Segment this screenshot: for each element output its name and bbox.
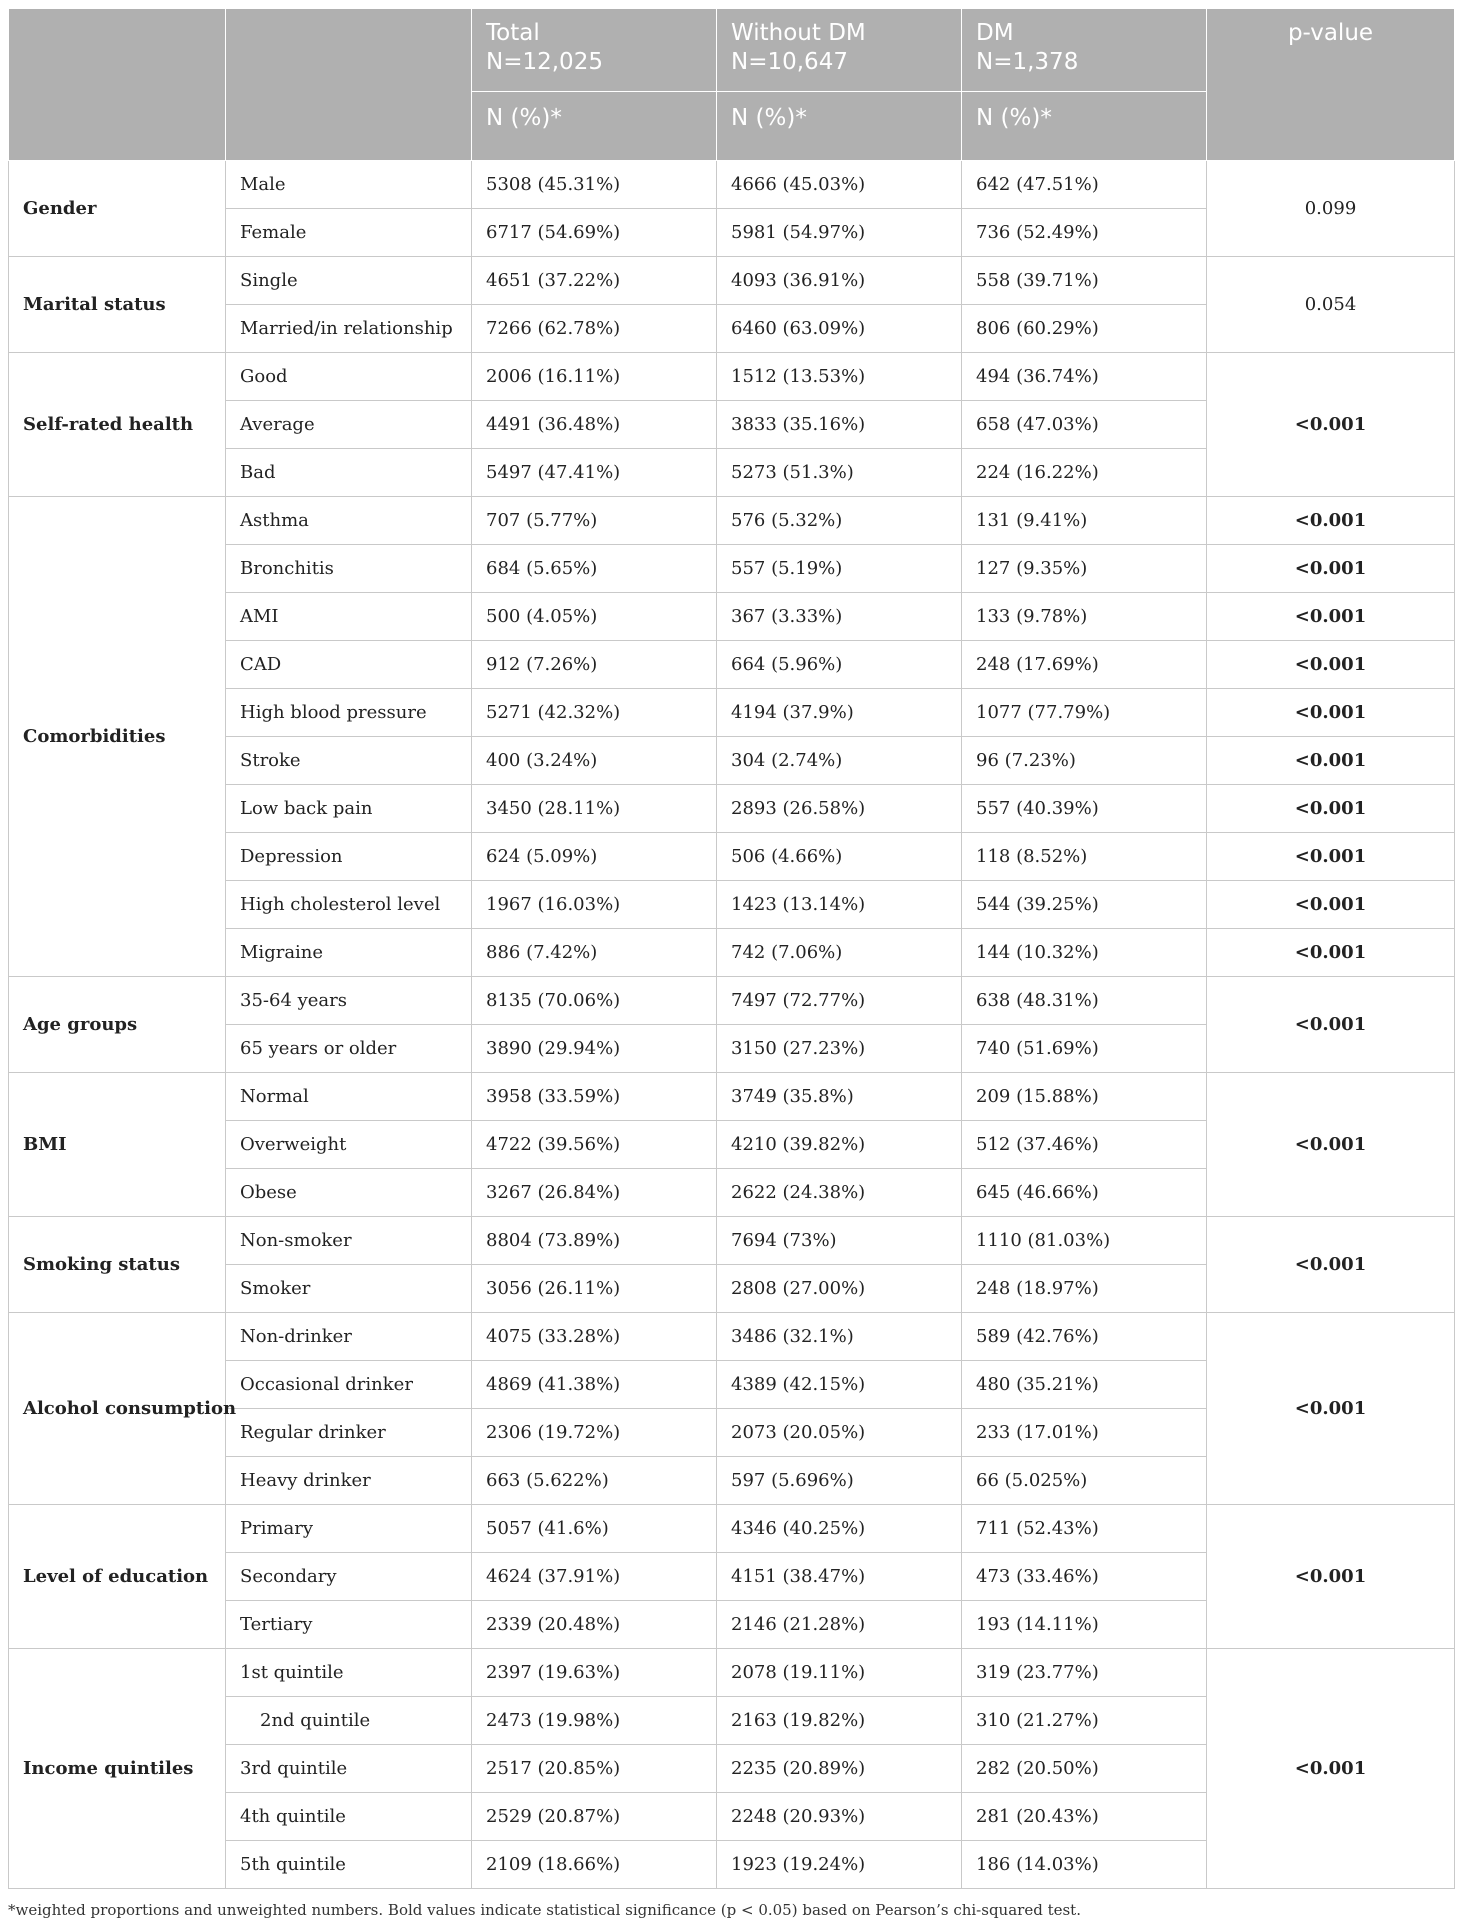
without-dm-value: 4389 (42.15%) bbox=[717, 1361, 962, 1409]
without-dm-value: 1512 (13.53%) bbox=[717, 353, 962, 401]
category-label: 2nd quintile bbox=[226, 1697, 472, 1745]
category-label: Secondary bbox=[226, 1553, 472, 1601]
category-label: Married/in relationship bbox=[226, 305, 472, 353]
total-value: 3056 (26.11%) bbox=[472, 1265, 717, 1313]
category-label: 65 years or older bbox=[226, 1025, 472, 1073]
category-label: 5th quintile bbox=[226, 1841, 472, 1889]
p-value: <0.001 bbox=[1207, 641, 1455, 689]
dm-value: 127 (9.35%) bbox=[962, 545, 1207, 593]
without-dm-value: 4194 (37.9%) bbox=[717, 689, 962, 737]
dm-value: 282 (20.50%) bbox=[962, 1745, 1207, 1793]
total-value: 707 (5.77%) bbox=[472, 497, 717, 545]
dm-value: 589 (42.76%) bbox=[962, 1313, 1207, 1361]
without-dm-value: 3749 (35.8%) bbox=[717, 1073, 962, 1121]
p-value: <0.001 bbox=[1207, 881, 1455, 929]
header-pvalue: p-value bbox=[1207, 9, 1455, 161]
category-label: Depression bbox=[226, 833, 472, 881]
footnote: *weighted proportions and unweighted numbers. Bold values indicate statistical significance (p < 0.05) based on Pearson’s chi-squared test. bbox=[8, 1901, 1081, 1919]
group-label: Income quintiles bbox=[9, 1649, 226, 1889]
table-row bbox=[9, 833, 1455, 881]
table-row bbox=[9, 497, 1455, 545]
category-label: High blood pressure bbox=[226, 689, 472, 737]
without-dm-value: 2808 (27.00%) bbox=[717, 1265, 962, 1313]
without-dm-value: 3150 (27.23%) bbox=[717, 1025, 962, 1073]
dm-value: 96 (7.23%) bbox=[962, 737, 1207, 785]
dm-value: 248 (18.97%) bbox=[962, 1265, 1207, 1313]
dm-value: 806 (60.29%) bbox=[962, 305, 1207, 353]
p-value: <0.001 bbox=[1207, 1217, 1455, 1313]
dm-value: 310 (21.27%) bbox=[962, 1697, 1207, 1745]
category-label: Good bbox=[226, 353, 472, 401]
total-value: 886 (7.42%) bbox=[472, 929, 717, 977]
total-value: 8804 (73.89%) bbox=[472, 1217, 717, 1265]
dm-value: 224 (16.22%) bbox=[962, 449, 1207, 497]
dm-value: 118 (8.52%) bbox=[962, 833, 1207, 881]
dm-value: 642 (47.51%) bbox=[962, 161, 1207, 209]
dm-value: 319 (23.77%) bbox=[962, 1649, 1207, 1697]
p-value: <0.001 bbox=[1207, 785, 1455, 833]
total-value: 7266 (62.78%) bbox=[472, 305, 717, 353]
total-value: 4722 (39.56%) bbox=[472, 1121, 717, 1169]
total-value: 4624 (37.91%) bbox=[472, 1553, 717, 1601]
without-dm-value: 6460 (63.09%) bbox=[717, 305, 962, 353]
total-value: 5271 (42.32%) bbox=[472, 689, 717, 737]
header-blank-1 bbox=[9, 9, 226, 161]
subheader-dm: N (%)* bbox=[962, 92, 1207, 161]
dm-value: 473 (33.46%) bbox=[962, 1553, 1207, 1601]
without-dm-value: 7694 (73%) bbox=[717, 1217, 962, 1265]
table-row bbox=[9, 161, 1455, 209]
category-label: Smoker bbox=[226, 1265, 472, 1313]
table-row bbox=[9, 929, 1455, 977]
total-value: 4075 (33.28%) bbox=[472, 1313, 717, 1361]
category-label: Low back pain bbox=[226, 785, 472, 833]
dm-value: 133 (9.78%) bbox=[962, 593, 1207, 641]
header-without-dm bbox=[717, 9, 962, 92]
p-value: <0.001 bbox=[1207, 977, 1455, 1073]
category-label: 4th quintile bbox=[226, 1793, 472, 1841]
category-label: Bad bbox=[226, 449, 472, 497]
without-dm-value: 2893 (26.58%) bbox=[717, 785, 962, 833]
dm-value: 1077 (77.79%) bbox=[962, 689, 1207, 737]
dm-value: 131 (9.41%) bbox=[962, 497, 1207, 545]
category-label: Average bbox=[226, 401, 472, 449]
header-without-dm-n: N=10,647 bbox=[731, 49, 848, 75]
group-label: Alcohol consumption bbox=[9, 1313, 226, 1505]
table-row bbox=[9, 977, 1455, 1025]
table-row bbox=[9, 1505, 1455, 1553]
total-value: 2306 (19.72%) bbox=[472, 1409, 717, 1457]
total-value: 6717 (54.69%) bbox=[472, 209, 717, 257]
header-total bbox=[472, 9, 717, 92]
category-label: Obese bbox=[226, 1169, 472, 1217]
without-dm-value: 2163 (19.82%) bbox=[717, 1697, 962, 1745]
category-label: 3rd quintile bbox=[226, 1745, 472, 1793]
subheader-total: N (%)* bbox=[472, 92, 717, 161]
category-label: Female bbox=[226, 209, 472, 257]
category-label: CAD bbox=[226, 641, 472, 689]
without-dm-value: 5981 (54.97%) bbox=[717, 209, 962, 257]
group-label: BMI bbox=[9, 1073, 226, 1217]
category-label: 35-64 years bbox=[226, 977, 472, 1025]
table-container bbox=[8, 8, 1454, 1919]
without-dm-value: 2146 (21.28%) bbox=[717, 1601, 962, 1649]
dm-value: 638 (48.31%) bbox=[962, 977, 1207, 1025]
dm-value: 557 (40.39%) bbox=[962, 785, 1207, 833]
p-value: <0.001 bbox=[1207, 353, 1455, 497]
without-dm-value: 2078 (19.11%) bbox=[717, 1649, 962, 1697]
table-row bbox=[9, 881, 1455, 929]
p-value: <0.001 bbox=[1207, 1073, 1455, 1217]
category-label: High cholesterol level bbox=[226, 881, 472, 929]
group-label: Age groups bbox=[9, 977, 226, 1073]
category-label: 1st quintile bbox=[226, 1649, 472, 1697]
p-value: <0.001 bbox=[1207, 1313, 1455, 1505]
total-value: 4651 (37.22%) bbox=[472, 257, 717, 305]
dm-value: 711 (52.43%) bbox=[962, 1505, 1207, 1553]
category-label: Single bbox=[226, 257, 472, 305]
total-value: 3890 (29.94%) bbox=[472, 1025, 717, 1073]
table-row bbox=[9, 353, 1455, 401]
category-label: Primary bbox=[226, 1505, 472, 1553]
without-dm-value: 4210 (39.82%) bbox=[717, 1121, 962, 1169]
dm-value: 480 (35.21%) bbox=[962, 1361, 1207, 1409]
dm-value: 544 (39.25%) bbox=[962, 881, 1207, 929]
without-dm-value: 4151 (38.47%) bbox=[717, 1553, 962, 1601]
group-label: Comorbidities bbox=[9, 497, 226, 977]
without-dm-value: 1923 (19.24%) bbox=[717, 1841, 962, 1889]
table-row bbox=[9, 1217, 1455, 1265]
subheader-without-dm: N (%)* bbox=[717, 92, 962, 161]
p-value: <0.001 bbox=[1207, 1505, 1455, 1649]
total-value: 3267 (26.84%) bbox=[472, 1169, 717, 1217]
category-label: Normal bbox=[226, 1073, 472, 1121]
table-row bbox=[9, 1649, 1455, 1697]
header-dm-label: DM bbox=[976, 20, 1014, 46]
header-dm-n: N=1,378 bbox=[976, 49, 1079, 75]
dm-value: 740 (51.69%) bbox=[962, 1025, 1207, 1073]
total-value: 624 (5.09%) bbox=[472, 833, 717, 881]
total-value: 2006 (16.11%) bbox=[472, 353, 717, 401]
p-value: <0.001 bbox=[1207, 545, 1455, 593]
without-dm-value: 2248 (20.93%) bbox=[717, 1793, 962, 1841]
without-dm-value: 576 (5.32%) bbox=[717, 497, 962, 545]
table-row bbox=[9, 641, 1455, 689]
total-value: 1967 (16.03%) bbox=[472, 881, 717, 929]
without-dm-value: 7497 (72.77%) bbox=[717, 977, 962, 1025]
dm-value: 512 (37.46%) bbox=[962, 1121, 1207, 1169]
category-label: Heavy drinker bbox=[226, 1457, 472, 1505]
category-label: Asthma bbox=[226, 497, 472, 545]
total-value: 4491 (36.48%) bbox=[472, 401, 717, 449]
without-dm-value: 2235 (20.89%) bbox=[717, 1745, 962, 1793]
p-value: <0.001 bbox=[1207, 593, 1455, 641]
header-without-dm-label: Without DM bbox=[731, 20, 866, 46]
table-row bbox=[9, 545, 1455, 593]
p-value: 0.099 bbox=[1207, 161, 1455, 257]
without-dm-value: 3486 (32.1%) bbox=[717, 1313, 962, 1361]
category-label: Tertiary bbox=[226, 1601, 472, 1649]
group-label: Level of education bbox=[9, 1505, 226, 1649]
total-value: 2473 (19.98%) bbox=[472, 1697, 717, 1745]
without-dm-value: 506 (4.66%) bbox=[717, 833, 962, 881]
table-row bbox=[9, 737, 1455, 785]
p-value: <0.001 bbox=[1207, 737, 1455, 785]
table-row bbox=[9, 689, 1455, 737]
category-label: Non-smoker bbox=[226, 1217, 472, 1265]
total-value: 684 (5.65%) bbox=[472, 545, 717, 593]
total-value: 500 (4.05%) bbox=[472, 593, 717, 641]
dm-value: 209 (15.88%) bbox=[962, 1073, 1207, 1121]
total-value: 2339 (20.48%) bbox=[472, 1601, 717, 1649]
total-value: 8135 (70.06%) bbox=[472, 977, 717, 1025]
group-label: Marital status bbox=[9, 257, 226, 353]
table-row bbox=[9, 593, 1455, 641]
total-value: 4869 (41.38%) bbox=[472, 1361, 717, 1409]
without-dm-value: 4093 (36.91%) bbox=[717, 257, 962, 305]
without-dm-value: 2622 (24.38%) bbox=[717, 1169, 962, 1217]
total-value: 912 (7.26%) bbox=[472, 641, 717, 689]
category-label: AMI bbox=[226, 593, 472, 641]
p-value: <0.001 bbox=[1207, 1649, 1455, 1889]
total-value: 2109 (18.66%) bbox=[472, 1841, 717, 1889]
total-value: 5497 (47.41%) bbox=[472, 449, 717, 497]
p-value: <0.001 bbox=[1207, 929, 1455, 977]
without-dm-value: 4346 (40.25%) bbox=[717, 1505, 962, 1553]
without-dm-value: 557 (5.19%) bbox=[717, 545, 962, 593]
table-body bbox=[9, 161, 1455, 1889]
p-value: <0.001 bbox=[1207, 833, 1455, 881]
category-label: Bronchitis bbox=[226, 545, 472, 593]
category-label: Male bbox=[226, 161, 472, 209]
header-total-n: N=12,025 bbox=[486, 49, 603, 75]
category-label: Occasional drinker bbox=[226, 1361, 472, 1409]
without-dm-value: 4666 (45.03%) bbox=[717, 161, 962, 209]
without-dm-value: 2073 (20.05%) bbox=[717, 1409, 962, 1457]
category-label: Non-drinker bbox=[226, 1313, 472, 1361]
without-dm-value: 742 (7.06%) bbox=[717, 929, 962, 977]
table-row bbox=[9, 257, 1455, 305]
without-dm-value: 3833 (35.16%) bbox=[717, 401, 962, 449]
table-row bbox=[9, 1073, 1455, 1121]
total-value: 5057 (41.6%) bbox=[472, 1505, 717, 1553]
without-dm-value: 597 (5.696%) bbox=[717, 1457, 962, 1505]
dm-value: 736 (52.49%) bbox=[962, 209, 1207, 257]
total-value: 400 (3.24%) bbox=[472, 737, 717, 785]
category-label: Migraine bbox=[226, 929, 472, 977]
p-value: <0.001 bbox=[1207, 497, 1455, 545]
dm-value: 144 (10.32%) bbox=[962, 929, 1207, 977]
dm-value: 193 (14.11%) bbox=[962, 1601, 1207, 1649]
table-row bbox=[9, 785, 1455, 833]
group-label: Self-rated health bbox=[9, 353, 226, 497]
dm-value: 66 (5.025%) bbox=[962, 1457, 1207, 1505]
without-dm-value: 304 (2.74%) bbox=[717, 737, 962, 785]
header-dm bbox=[962, 9, 1207, 92]
without-dm-value: 664 (5.96%) bbox=[717, 641, 962, 689]
total-value: 2517 (20.85%) bbox=[472, 1745, 717, 1793]
category-label: Stroke bbox=[226, 737, 472, 785]
total-value: 3958 (33.59%) bbox=[472, 1073, 717, 1121]
dm-value: 494 (36.74%) bbox=[962, 353, 1207, 401]
table-header bbox=[9, 9, 1455, 161]
dm-value: 186 (14.03%) bbox=[962, 1841, 1207, 1889]
without-dm-value: 5273 (51.3%) bbox=[717, 449, 962, 497]
dm-value: 658 (47.03%) bbox=[962, 401, 1207, 449]
p-value: 0.054 bbox=[1207, 257, 1455, 353]
without-dm-value: 367 (3.33%) bbox=[717, 593, 962, 641]
header-total-label: Total bbox=[486, 20, 540, 46]
dm-value: 281 (20.43%) bbox=[962, 1793, 1207, 1841]
total-value: 3450 (28.11%) bbox=[472, 785, 717, 833]
total-value: 5308 (45.31%) bbox=[472, 161, 717, 209]
group-label: Gender bbox=[9, 161, 226, 257]
dm-value: 248 (17.69%) bbox=[962, 641, 1207, 689]
dm-value: 233 (17.01%) bbox=[962, 1409, 1207, 1457]
without-dm-value: 1423 (13.14%) bbox=[717, 881, 962, 929]
header-blank-2 bbox=[226, 9, 472, 161]
total-value: 663 (5.622%) bbox=[472, 1457, 717, 1505]
category-label: Overweight bbox=[226, 1121, 472, 1169]
category-label: Regular drinker bbox=[226, 1409, 472, 1457]
characteristics-table bbox=[8, 8, 1455, 1889]
dm-value: 645 (46.66%) bbox=[962, 1169, 1207, 1217]
dm-value: 1110 (81.03%) bbox=[962, 1217, 1207, 1265]
dm-value: 558 (39.71%) bbox=[962, 257, 1207, 305]
total-value: 2529 (20.87%) bbox=[472, 1793, 717, 1841]
group-label: Smoking status bbox=[9, 1217, 226, 1313]
p-value: <0.001 bbox=[1207, 689, 1455, 737]
total-value: 2397 (19.63%) bbox=[472, 1649, 717, 1697]
table-row bbox=[9, 1313, 1455, 1361]
